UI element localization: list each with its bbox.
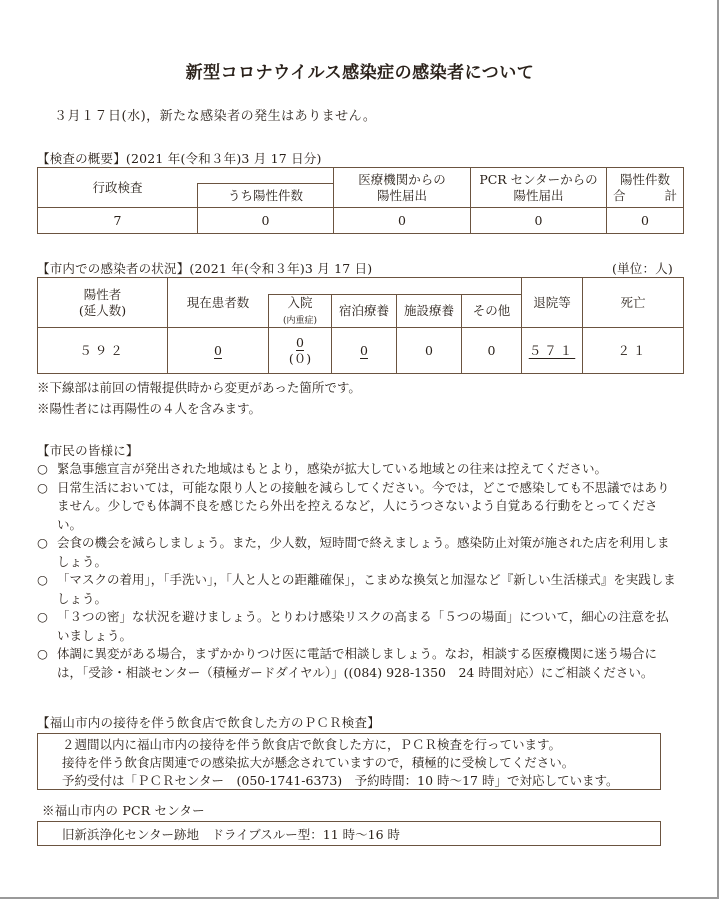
header-hospital: [269, 295, 332, 328]
list-item: [37, 479, 677, 535]
circle-bullet-icon: ○: [37, 461, 48, 476]
pcr-center-line: 旧新浜浄化センター跡地 ドライブスルー型：11 時～16 時: [62, 827, 401, 842]
pcr-dining-line: 接待を伴う飲食店関連での感染拡大が懸念されていますので，積極的に受検してください。: [62, 755, 575, 770]
header-positive: [38, 278, 168, 328]
page-edge-bottom: [0, 897, 719, 899]
status-table: [37, 277, 684, 374]
testing-table: [37, 167, 684, 234]
header-medical-line1: 医療機関からの: [358, 171, 446, 187]
page-edge-right: [717, 0, 719, 899]
citizens-heading: 【市民の皆様に】: [37, 443, 139, 458]
header-total-line2b: 計: [664, 187, 677, 203]
circle-bullet-icon: ○: [37, 646, 48, 661]
header-spacer: [198, 168, 334, 184]
header-hospital-label: 入院: [287, 295, 313, 311]
value-hotel-text: 0: [360, 342, 368, 358]
list-item-text: 日常生活においては，可能な限り人との接触を減らしてください。今では，どこで感染しても不思議ではありません。少しでも体調不良を感じたら外出を控えるなど，人にうつさないよう自覚ある行動をとってください。: [57, 479, 670, 532]
circle-bullet-icon: ○: [37, 572, 48, 587]
list-item: [37, 534, 677, 571]
pcr-dining-heading: 【福山市内の接待を伴う飲食店で飲食した方のＰＣＲ検査】: [37, 715, 380, 730]
pcr-dining-line: 予約受付は「ＰＣＲセンター (050-1741-6373) 予約時間：10 時～17 時」で対応しています。: [62, 773, 619, 788]
header-spacer: [269, 278, 522, 295]
page-title: 新型コロナウイルス感染症の感染者について: [185, 63, 535, 83]
circle-bullet-icon: ○: [37, 535, 48, 550]
value-hospital: [269, 328, 332, 374]
value-medical: 0: [334, 208, 471, 234]
citizens-list: [37, 460, 677, 682]
header-hospital-sub: (内重症): [282, 315, 318, 326]
header-positive-line1: 陽性者: [83, 286, 122, 302]
value-total: 0: [607, 208, 684, 234]
header-pcr-line1: PCR センターからの: [479, 171, 598, 187]
value-hotel: [332, 328, 397, 374]
pcr-dining-box: [37, 733, 661, 790]
value-current-text: 0: [214, 342, 222, 358]
list-item-text: 体調に異変がある場合，まずかかりつけ医に電話で相談しましょう。なお，相談する医療機関に迷う場合には，「受診・相談センター（積極ガードダイヤル）」((084) 928-1350 24 時間対応）にご相談ください。: [57, 646, 658, 680]
circle-bullet-icon: ○: [37, 609, 48, 624]
header-admin-test: 行政検査: [38, 168, 198, 208]
header-medical-line2: 陽性届出: [376, 187, 427, 203]
list-item-text: 緊急事態宣言が発出された地域はもとより，感染が拡大している地域との往来は控えてください。: [57, 461, 608, 476]
header-pcr-line2: 陽性届出: [513, 187, 564, 203]
header-death: 死亡: [583, 278, 684, 328]
header-total-line2a: 合: [613, 187, 626, 203]
lead-statement: ３月１７日(水)，新たな感染者の発生はありません。: [54, 109, 377, 124]
list-item-text: 会食の機会を減らしましょう。また，少人数，短時間で終えましょう。感染防止対策が施された店を利用しましょう。: [57, 535, 670, 569]
header-discharged: 退院等: [522, 278, 583, 328]
note-underline: ※下線部は前回の情報提供時から変更があった箇所です。: [37, 380, 361, 395]
value-other: 0: [462, 328, 522, 374]
list-item: [37, 571, 677, 608]
list-item: [37, 460, 677, 479]
header-facility: 施設療養: [397, 295, 462, 328]
list-item: [37, 645, 677, 682]
list-item-text: 「マスクの着用」，「手洗い」，「人と人との距離確保」，こまめな換気と加湿など『新しい生活様式』を実践しましょう。: [57, 572, 676, 606]
header-hotel: 宿泊療養: [332, 295, 397, 328]
circle-bullet-icon: ○: [37, 479, 48, 495]
value-hospital-text: 0: [296, 334, 304, 350]
testing-heading: 【検査の概要】(2021 年(令和３年)3 月 17 日分): [37, 151, 322, 166]
header-of-which-positive: うち陽性件数: [198, 184, 334, 208]
status-heading: 【市内での感染者の状況】(2021 年(令和３年)3 月 17 日): [37, 261, 373, 276]
header-other: その他: [462, 295, 522, 328]
value-death: ２１: [583, 328, 684, 374]
pcr-dining-line: ２週間以内に福山市内の接待を伴う飲食店で飲食した方に，ＰＣＲ検査を行っています。: [62, 737, 562, 752]
value-facility: 0: [397, 328, 462, 374]
value-pcr: 0: [471, 208, 607, 234]
value-discharged-text: ５７１: [528, 342, 576, 358]
value-current: [168, 328, 269, 374]
pcr-center-heading: ※福山市内の PCR センター: [42, 803, 205, 818]
list-item: [37, 608, 677, 645]
value-discharged: [522, 328, 583, 374]
status-unit: (単位：人): [612, 261, 673, 276]
header-medical: [334, 168, 471, 208]
pcr-center-box: [37, 821, 661, 846]
header-positive-line2: (延人数): [78, 302, 127, 318]
value-admin-test: 7: [38, 208, 198, 234]
header-total-line1: 陽性件数: [619, 171, 670, 187]
header-total: [607, 168, 684, 208]
header-current: 現在患者数: [168, 278, 269, 328]
list-item-text: 「３つの密」な状況を避けましょう。とりわけ感染リスクの高まる「５つの場面」について，細心の注意を払いましょう。: [57, 609, 669, 643]
value-hospital-severe: (０): [288, 350, 312, 366]
value-of-which-positive: 0: [198, 208, 334, 234]
value-positive: ５９２: [38, 328, 168, 374]
header-pcr: [471, 168, 607, 208]
note-reinfection: ※陽性者には再陽性の４人を含みます。: [37, 401, 262, 416]
